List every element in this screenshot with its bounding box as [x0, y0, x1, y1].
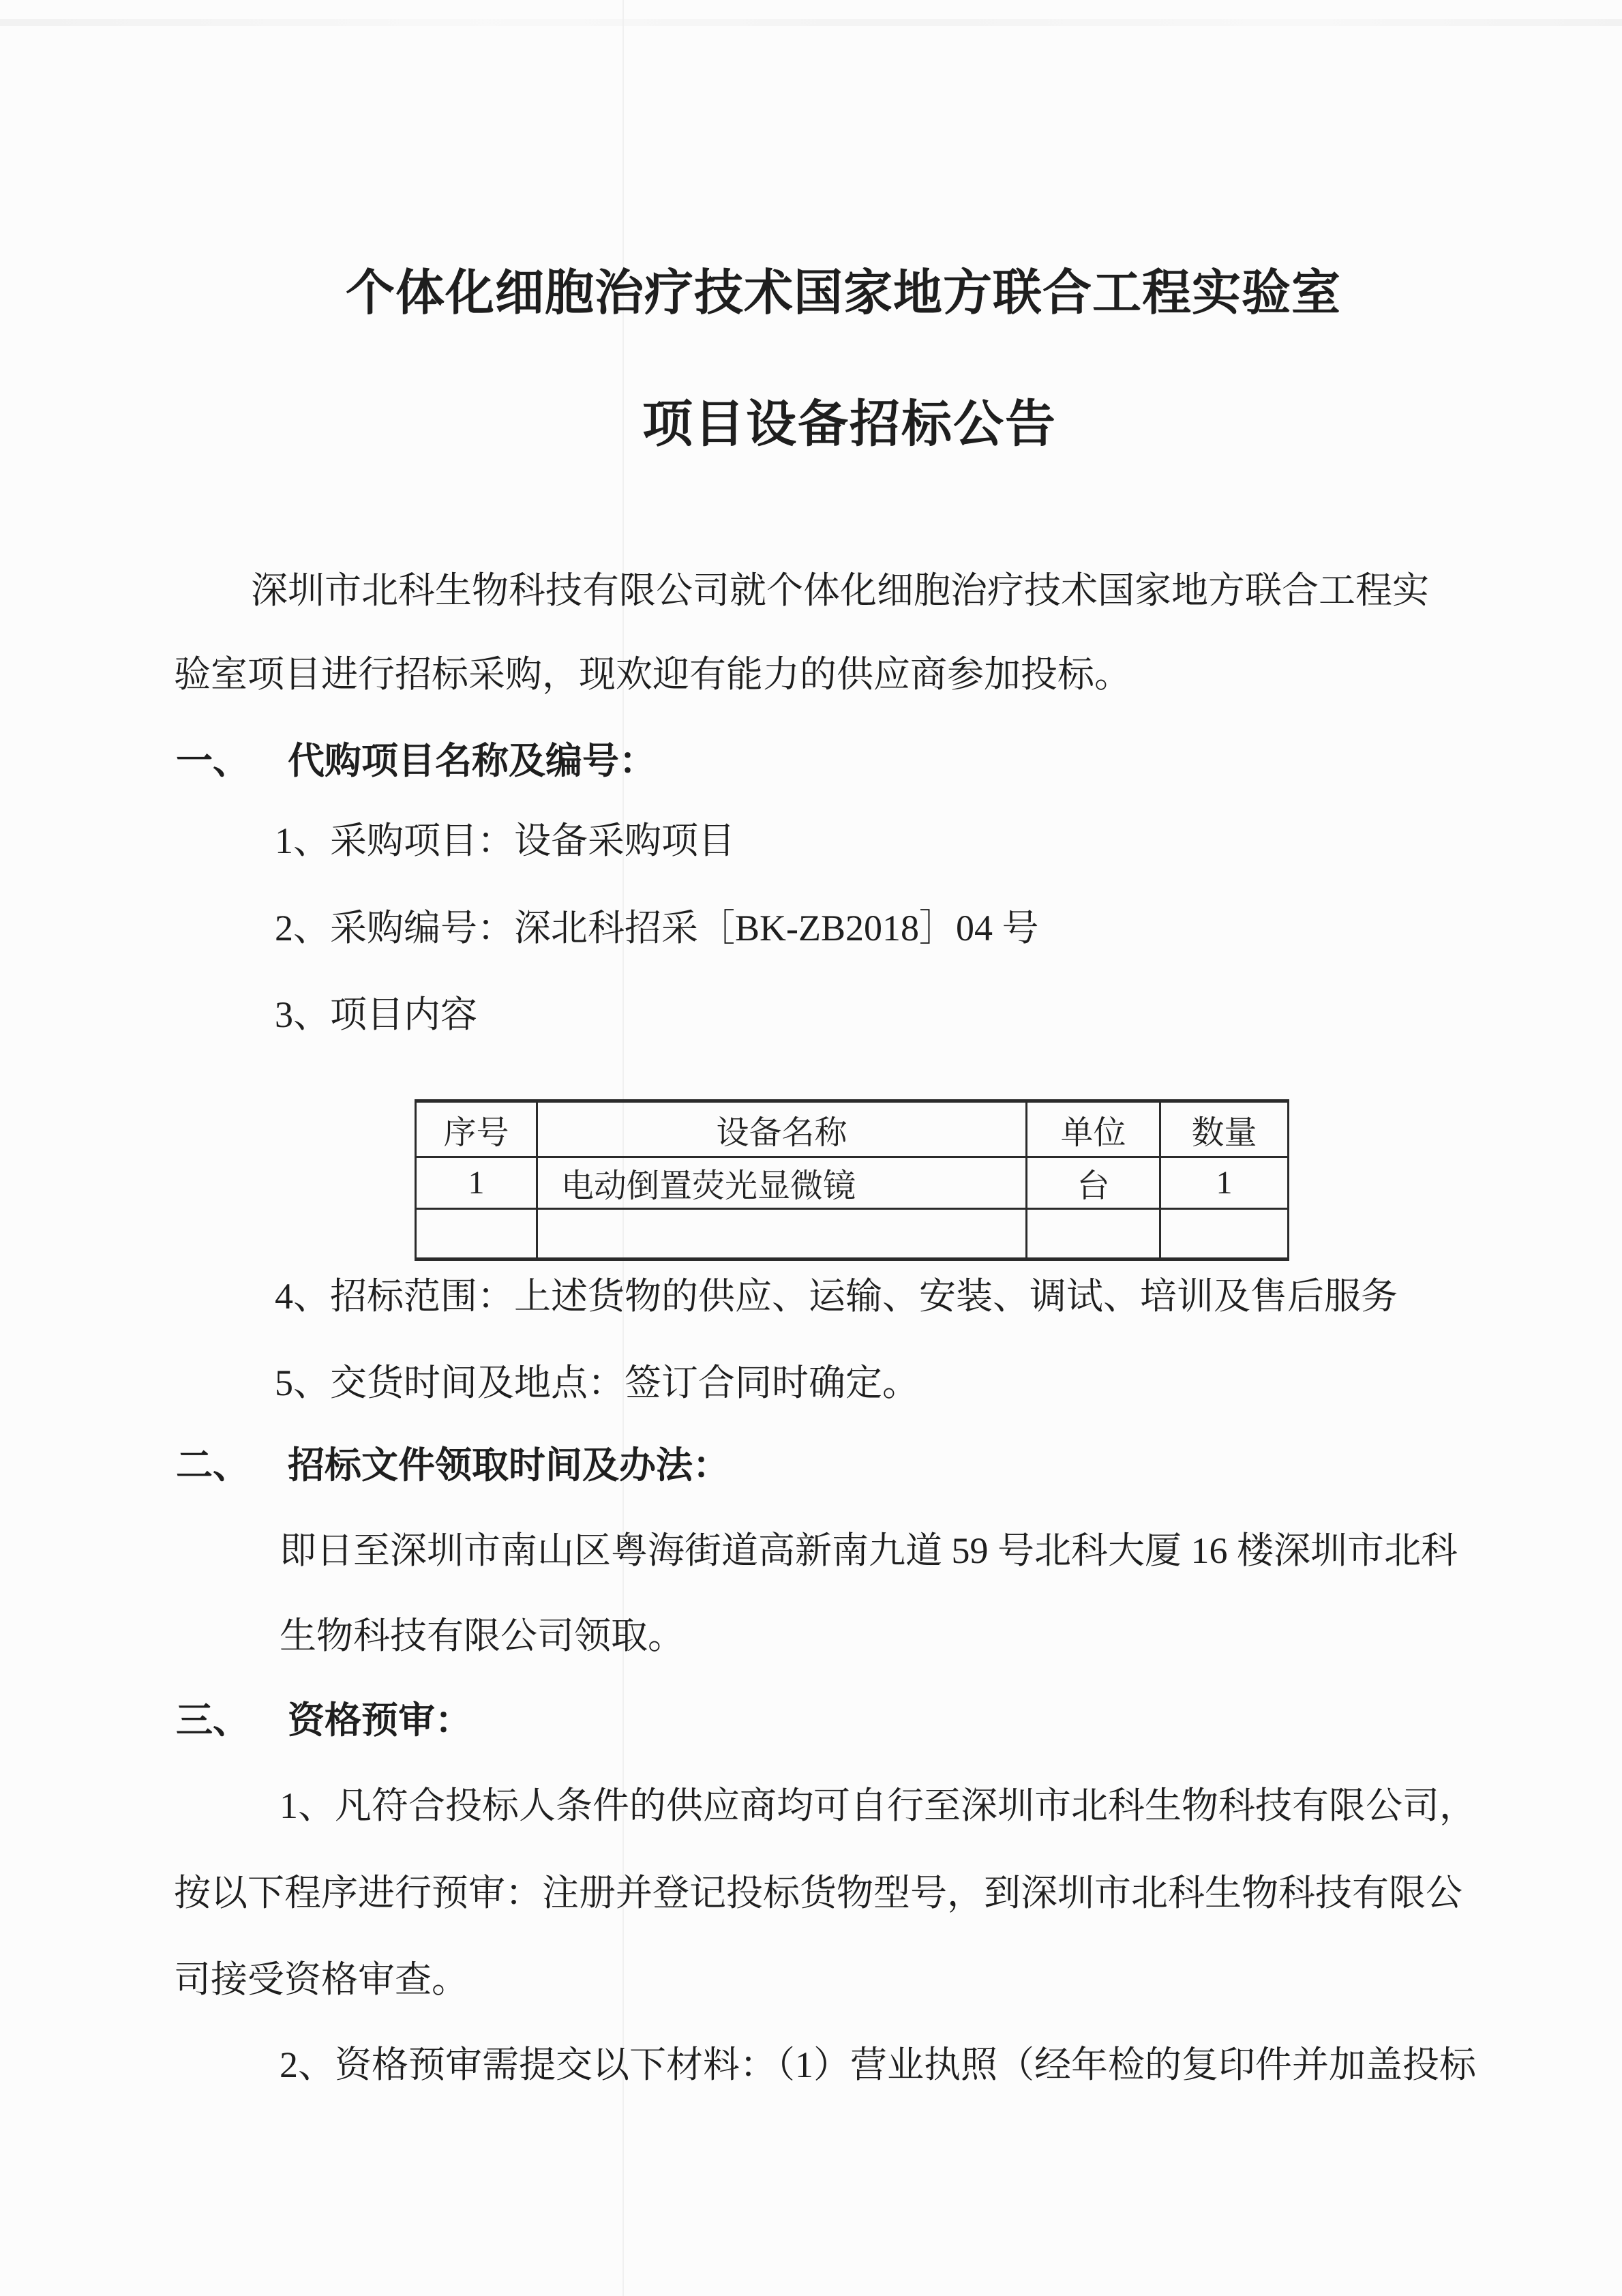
cell-quantity: 1 [1160, 1157, 1289, 1209]
cell-unit-empty [1027, 1209, 1160, 1259]
column-header-quantity: 数量 [1160, 1101, 1289, 1157]
cell-unit: 台 [1027, 1157, 1160, 1209]
section2-heading [176, 1445, 730, 1486]
cell-device-name: 电动倒置荧光显微镜 [537, 1157, 1027, 1209]
section3-title: 资格预审： [288, 1700, 472, 1741]
section3-paragraph2-line1: 2、资格预审需提交以下材料：（1）营业执照（经年检的复印件并加盖投标 [280, 2044, 1476, 2085]
equipment-table-row-1 [416, 1157, 1289, 1209]
cell-index-empty [416, 1209, 537, 1259]
section3-paragraph1-line3: 司接受资格审查。 [174, 1959, 468, 2000]
equipment-table [415, 1099, 1289, 1261]
intro-paragraph-line1: 深圳市北科生物科技有限公司就个体化细胞治疗技术国家地方联合工程实 [251, 570, 1429, 611]
column-header-device-name: 设备名称 [537, 1101, 1027, 1157]
section3-paragraph1-line2: 按以下程序进行预审：注册并登记投标货物型号，到深圳市北科生物科技有限公 [174, 1873, 1462, 1913]
section1-item1: 1、采购项目：设备采购项目 [275, 820, 735, 861]
document-title-line2: 项目设备招标公告 [642, 397, 1057, 453]
section2-paragraph-line1: 即日至深圳市南山区粤海街道高新南九道 59 号北科大厦 16 楼深圳市北科 [280, 1530, 1458, 1571]
equipment-table-header-row [416, 1101, 1289, 1157]
intro-paragraph-line2: 验室项目进行招标采购，现欢迎有能力的供应商参加投标。 [174, 654, 1131, 695]
scan-artifact-top-band [0, 19, 1622, 26]
section1-item3: 3、项目内容 [275, 994, 477, 1035]
section3-number: 三、 [176, 1700, 250, 1741]
section2-title: 招标文件领取时间及办法： [288, 1445, 730, 1486]
section3-paragraph1-line1: 1、凡符合投标人条件的供应商均可自行至深圳市北科生物科技有限公司， [280, 1785, 1476, 1826]
section2-number: 二、 [176, 1445, 250, 1486]
section1-item5: 5、交货时间及地点：签订合同时确定。 [275, 1362, 919, 1403]
cell-index: 1 [416, 1157, 537, 1209]
section3-heading [176, 1700, 472, 1741]
section1-title: 代购项目名称及编号： [288, 741, 656, 781]
column-header-index: 序号 [416, 1101, 537, 1157]
column-header-unit: 单位 [1027, 1101, 1160, 1157]
equipment-table-row-2-empty [416, 1209, 1289, 1259]
section1-number: 一、 [176, 741, 250, 781]
document-title-line1: 个体化细胞治疗技术国家地方联合工程实验室 [345, 266, 1342, 320]
cell-quantity-empty [1160, 1209, 1289, 1259]
cell-device-name-empty [537, 1209, 1027, 1259]
section1-item4: 4、招标范围：上述货物的供应、运输、安装、调试、培训及售后服务 [275, 1276, 1398, 1317]
section2-paragraph-line2: 生物科技有限公司领取。 [280, 1615, 685, 1656]
section1-item2: 2、采购编号：深北科招采［BK-ZB2018］04 号 [275, 908, 1039, 949]
section1-heading [176, 741, 656, 781]
